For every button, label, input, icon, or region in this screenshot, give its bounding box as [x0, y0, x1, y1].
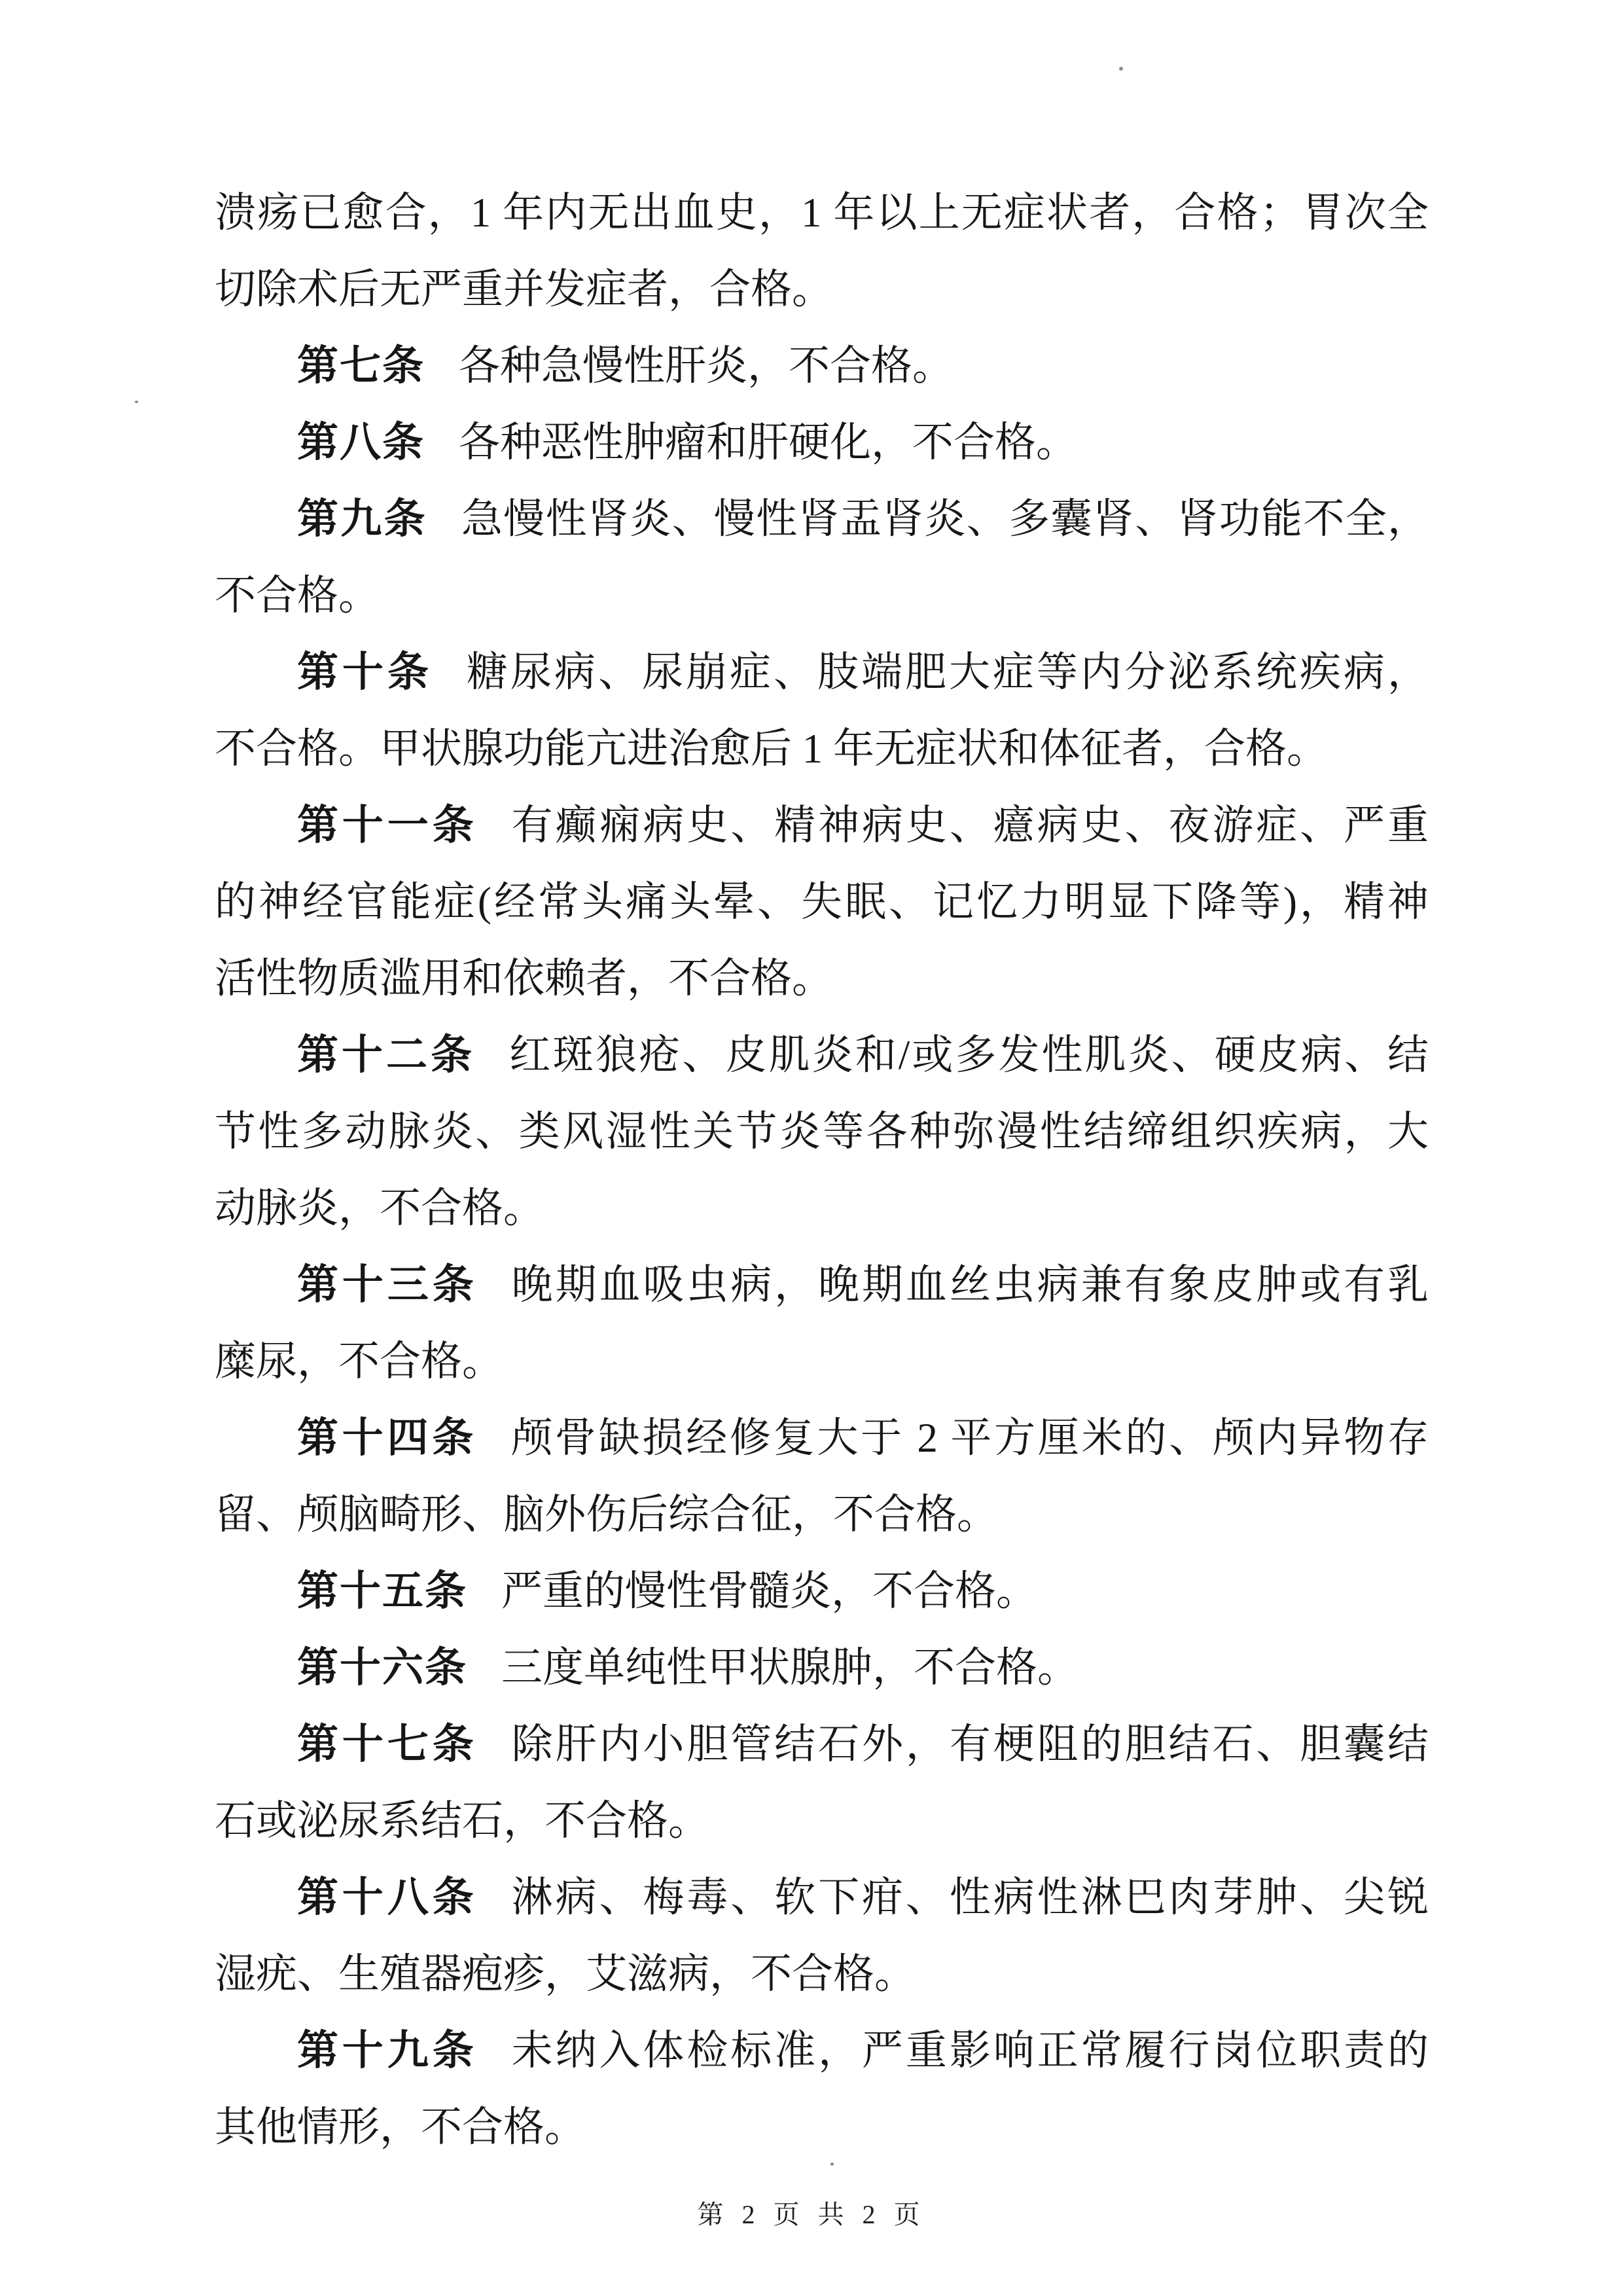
line-text: 动脉炎，不合格。: [215, 1185, 544, 1231]
text-line: [215, 558, 1429, 634]
text-line: [215, 404, 1429, 481]
text-line: [215, 1706, 1429, 1783]
line-text: 晚期血吸虫病，晚期血丝虫病兼有象皮肿或有乳: [511, 1262, 1429, 1308]
document-body: [215, 175, 1429, 2166]
text-line: [215, 711, 1429, 787]
text-line: [215, 864, 1429, 941]
line-text: 不合格。: [215, 573, 380, 619]
page-footer: 第 2 页 共 2 页: [697, 2200, 926, 2229]
line-text: 各种急慢性肝炎，不合格。: [459, 343, 954, 389]
text-line: [215, 1630, 1429, 1706]
text-line: [215, 1247, 1429, 1323]
text-line: [215, 941, 1429, 1017]
line-text: 留、颅脑畸形、脑外伤后综合征，不合格。: [215, 1492, 998, 1537]
text-line: [215, 787, 1429, 864]
text-line: [215, 1783, 1429, 1859]
article-number: 第九条: [297, 496, 427, 542]
article-number: 第十三条: [297, 1262, 478, 1308]
text-line: [215, 1170, 1429, 1247]
line-text: 有癫痫病史、精神病史、癔病史、夜游症、严重: [511, 802, 1429, 848]
line-text: 淋病、梅毒、软下疳、性病性淋巴肉芽肿、尖锐: [511, 1874, 1429, 1920]
text-line: [215, 328, 1429, 404]
text-line: [215, 1400, 1429, 1477]
line-text: 三度单纯性甲状腺肿，不合格。: [501, 1645, 1079, 1691]
line-text: 糖尿病、尿崩症、肢端肥大症等内分泌系统疾病，: [467, 649, 1429, 695]
line-text: 除肝内小胆管结石外，有梗阻的胆结石、胆囊结: [511, 1721, 1429, 1767]
article-number: 第十二条: [297, 1032, 476, 1078]
article-number: 第十条: [297, 649, 433, 695]
line-text: 颅骨缺损经修复大于 2 平方厘米的、颅内异物存: [511, 1415, 1429, 1461]
text-line: [215, 1553, 1429, 1630]
text-line: [215, 1859, 1429, 1936]
article-number: 第十五条: [297, 1568, 467, 1614]
text-line: [215, 1477, 1429, 1553]
text-line: [215, 1323, 1429, 1400]
line-text: 红斑狼疮、皮肌炎和/或多发性肌炎、硬皮病、结: [509, 1032, 1429, 1078]
line-text: 各种恶性肿瘤和肝硬化，不合格。: [459, 420, 1077, 465]
text-line: [215, 481, 1429, 558]
line-text: 不合格。甲状腺功能亢进治愈后 1 年无症状和体征者，合格。: [215, 726, 1328, 772]
line-text: 急慢性肾炎、慢性肾盂肾炎、多囊肾、肾功能不全，: [461, 496, 1429, 542]
line-text: 未纳入体检标准，严重影响正常履行岗位职责的: [511, 2028, 1429, 2073]
line-text: 活性物质滥用和依赖者，不合格。: [215, 956, 833, 1001]
text-line: [215, 2089, 1429, 2166]
line-text: 其他情形，不合格。: [215, 2104, 586, 2150]
line-text: 严重的慢性骨髓炎，不合格。: [501, 1568, 1037, 1614]
text-line: [215, 1094, 1429, 1170]
line-text: 节性多动脉炎、类风湿性关节炎等各种弥漫性结缔组织疾病，大: [215, 1109, 1429, 1155]
line-text: 溃疡已愈合，1 年内无出血史，1 年以上无症状者，合格；胃次全: [215, 190, 1429, 236]
line-text: 糜尿，不合格。: [215, 1338, 503, 1384]
text-line: [215, 634, 1429, 711]
text-line: [215, 251, 1429, 328]
article-number: 第十一条: [297, 802, 478, 848]
article-number: 第十九条: [297, 2028, 478, 2073]
article-number: 第八条: [297, 420, 425, 465]
line-text: 湿疣、生殖器疱疹，艾滋病，不合格。: [215, 1951, 916, 1997]
article-number: 第七条: [297, 343, 425, 389]
article-number: 第十六条: [297, 1645, 467, 1691]
article-number: 第十八条: [297, 1874, 478, 1920]
article-number: 第十七条: [297, 1721, 478, 1767]
line-text: 的神经官能症(经常头痛头晕、失眠、记忆力明显下降等)，精神: [215, 879, 1429, 925]
text-line: [215, 1017, 1429, 1094]
article-number: 第十四条: [297, 1415, 478, 1461]
scan-speck: [1119, 67, 1123, 71]
text-line: [215, 175, 1429, 251]
line-text: 石或泌尿系结石，不合格。: [215, 1798, 709, 1844]
line-text: 切除术后无严重并发症者，合格。: [215, 266, 833, 312]
text-line: [215, 2013, 1429, 2089]
text-line: [215, 1936, 1429, 2013]
scan-speck: [135, 401, 138, 403]
